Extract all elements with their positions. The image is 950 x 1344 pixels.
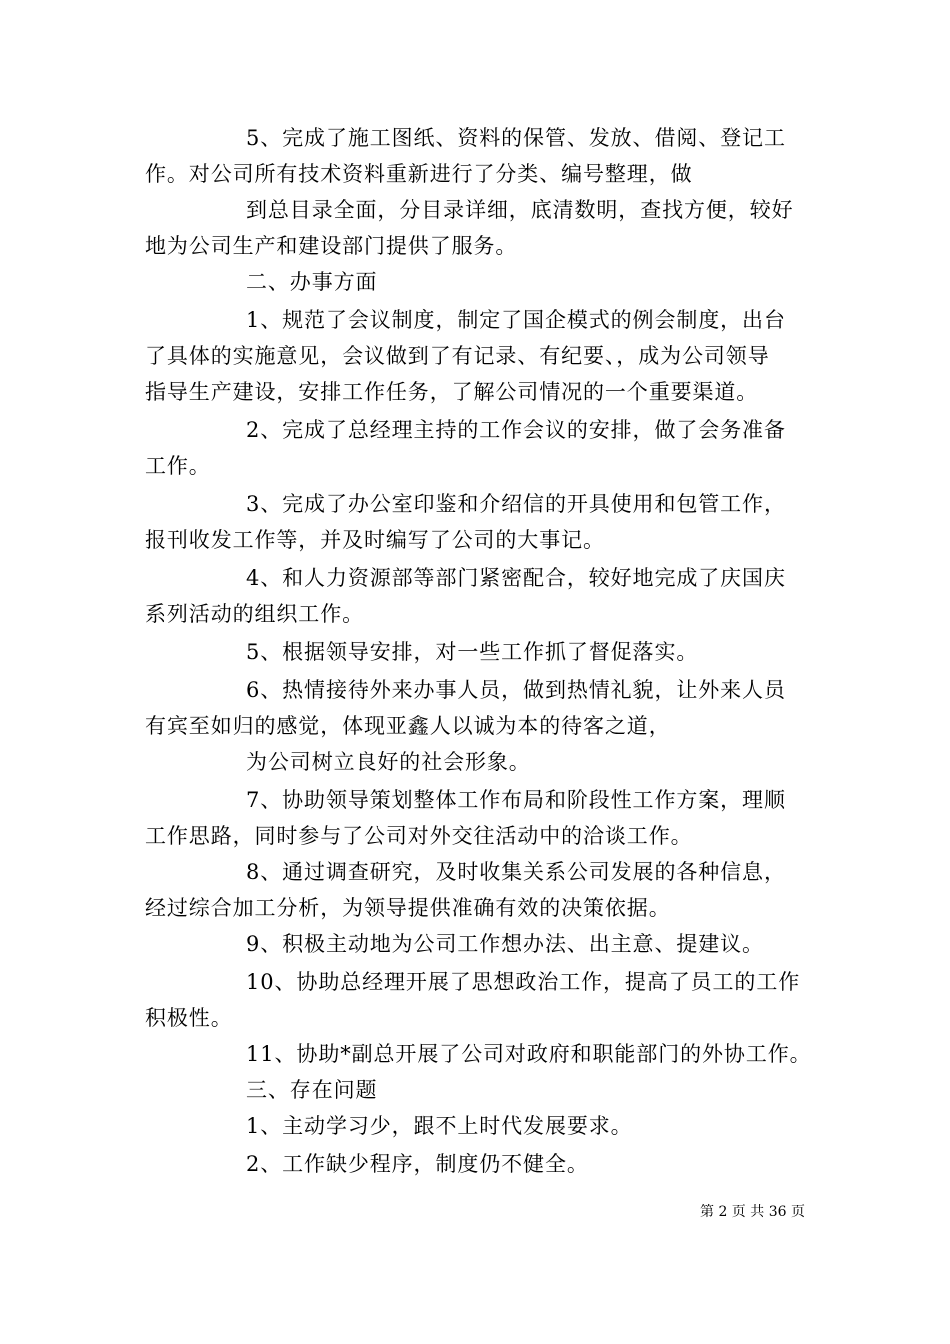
text-line: 2、完成了总经理主持的工作会议的安排，做了会务准备 (246, 418, 786, 442)
text-line: 经过综合加工分析，为领导提供准确有效的决策依据。 (145, 896, 671, 920)
text-line: 系列活动的组织工作。 (145, 602, 364, 626)
text-line: 9、积极主动地为公司工作想办法、出主意、提建议。 (246, 932, 764, 956)
text-line: 了具体的实施意见，会议做到了有记录、有纪要、，成为公司领导 (145, 344, 770, 368)
text-line: 5、完成了施工图纸、资料的保管、发放、借阅、登记工 (246, 126, 786, 150)
text-line: 2、工作缺少程序，制度仍不健全。 (246, 1152, 589, 1176)
text-line: 指导生产建设，安排工作任务，了解公司情况的一个重要渠道。 (145, 380, 759, 404)
text-line: 10、协助总经理开展了思想政治工作，提高了员工的工作 (246, 970, 801, 994)
text-line: 作。对公司所有技术资料重新进行了分类、编号整理，做 (145, 162, 693, 186)
text-line: 到总目录全面，分目录详细，底清数明，查找方便，较好 (246, 198, 794, 222)
text-line: 1、规范了会议制度，制定了国企模式的例会制度，出台 (246, 308, 786, 332)
text-line: 4、和人力资源部等部门紧密配合，较好地完成了庆国庆 (246, 566, 786, 590)
text-line: 3、完成了办公室印鉴和介绍信的开具使用和包管工作， (246, 492, 786, 516)
text-line: 工作。 (145, 454, 211, 478)
text-line: 积极性。 (145, 1006, 233, 1030)
text-line: 8、通过调查研究，及时收集关系公司发展的各种信息， (246, 860, 786, 884)
text-line: 11、协助*副总开展了公司对政府和职能部门的外协工作。 (246, 1042, 812, 1066)
text-line: 工作思路，同时参与了公司对外交往活动中的洽谈工作。 (145, 824, 693, 848)
text-line: 7、协助领导策划整体工作布局和阶段性工作方案，理顺 (246, 788, 786, 812)
text-line: 地为公司生产和建设部门提供了服务。 (145, 234, 518, 258)
text-line: 有宾至如归的感觉，体现亚鑫人以诚为本的待客之道， (145, 714, 671, 738)
section-heading: 三、存在问题 (246, 1078, 378, 1102)
section-heading: 二、办事方面 (246, 270, 378, 294)
page-number: 第 2 页 共 36 页 (700, 1204, 805, 1220)
text-line: 为公司树立良好的社会形象。 (246, 750, 531, 774)
text-line: 6、热情接待外来办事人员，做到热情礼貌，让外来人员 (246, 678, 786, 702)
text-line: 报刊收发工作等，并及时编写了公司的大事记。 (145, 528, 605, 552)
text-line: 1、主动学习少，跟不上时代发展要求。 (246, 1114, 633, 1138)
text-line: 5、根据领导安排，对一些工作抓了督促落实。 (246, 640, 699, 664)
